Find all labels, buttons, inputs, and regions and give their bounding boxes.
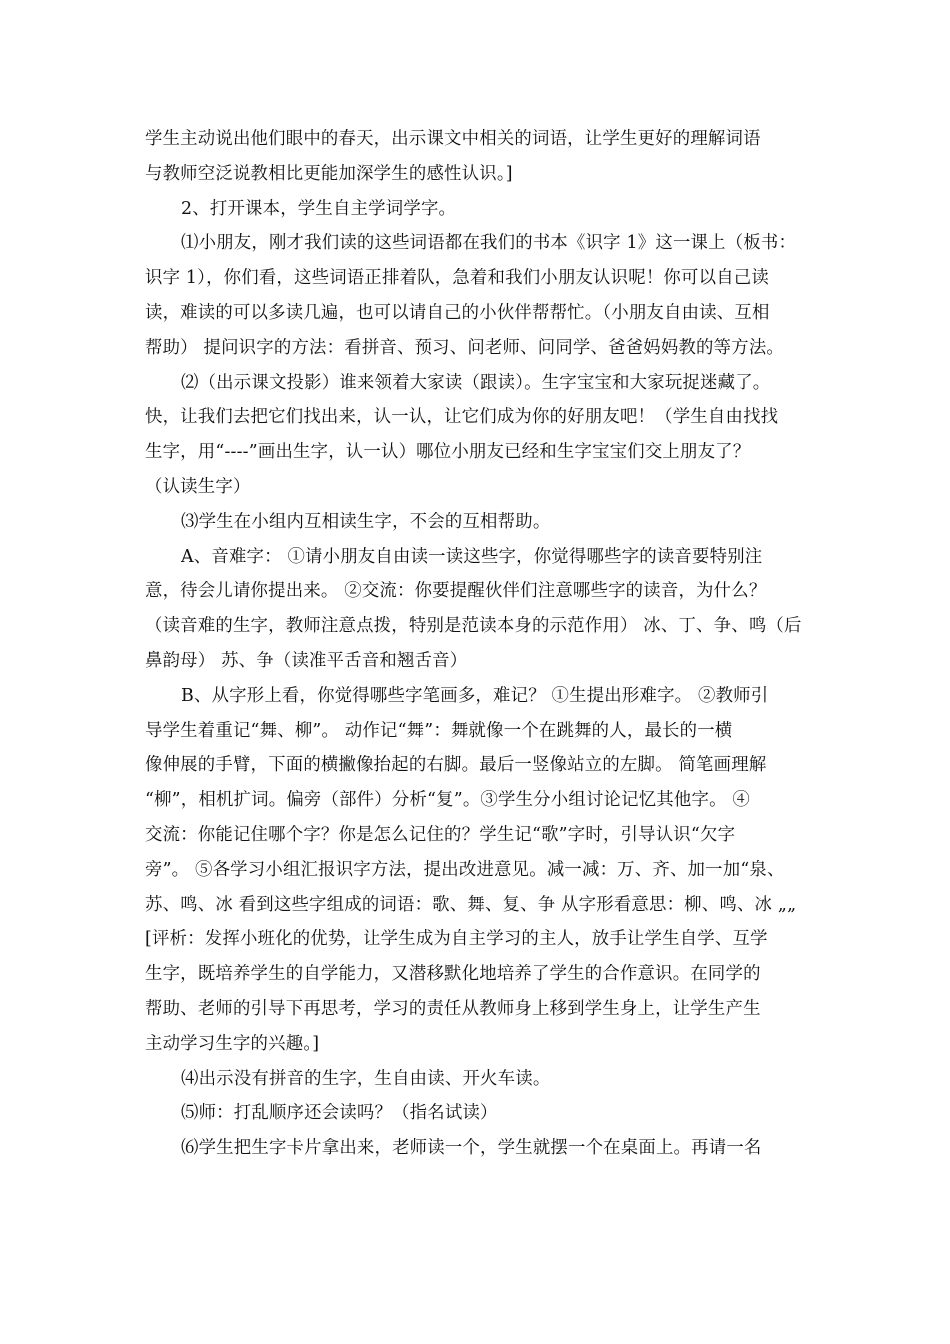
text-line: 鼻韵母） 苏、争（读准平舌音和翘舌音） (145, 650, 468, 671)
text-line: 生字，用“----”画出生字，认一认）哪位小朋友已经和生字宝宝们交上朋友了？ (145, 442, 751, 463)
text-line: 旁”。 ⑤各学习小组汇报识字方法，提出改进意见。减一减：万、齐、加一加“泉、 (145, 859, 785, 880)
text-line: 帮助、老师的引导下再思考，学习的责任从教师身上移到学生身上，让学生产生 (145, 998, 761, 1019)
text-line: 帮助） 提问识字的方法：看拼音、预习、问老师、问同学、爸爸妈妈教的等方法。 (145, 337, 784, 358)
text-line: ⑴小朋友，刚才我们读的这些词语都在我们的书本《识字 1》这一课上（板书： (181, 233, 797, 254)
text-line: 识字 1），你们看，这些词语正排着队，急着和我们小朋友认识呢！你可以自己读 (145, 268, 769, 289)
text-line: ⑵（出示课文投影）谁来领着大家读（跟读）。生字宝宝和大家玩捉迷藏了。 (181, 372, 771, 393)
text-line: 像伸展的手臂，下面的横撇像抬起的右脚。最后一竖像站立的左脚。 简笔画理解 (145, 755, 767, 776)
text-line: 导学生着重记“舞、柳”。 动作记“舞”：舞就像一个在跳舞的人，最长的一横 (145, 720, 733, 741)
text-line: ⑹学生把生字卡片拿出来，老师读一个，学生就摆一个在桌面上。再请一名 (181, 1138, 762, 1159)
text-line: 2、打开课本，学生自主学词学字。 (181, 198, 457, 219)
text-line: 生字，既培养学生的自学能力，又潜移默化地培养了学生的合作意识。在同学的 (145, 964, 761, 985)
text-line: 读，难读的可以多读几遍，也可以请自己的小伙伴帮帮忙。（小朋友自由读、互相 (145, 302, 770, 323)
document-body (145, 122, 813, 1166)
text-line: ⑸师：打乱顺序还会读吗？（指名试读） (181, 1103, 498, 1124)
text-line: 快，让我们去把它们找出来，认一认，让它们成为你的好朋友吧！（学生自由找找 (145, 407, 779, 428)
text-line: （读音难的生字，教师注意点拨，特别是范读本身的示范作用） 冰、丁、争、鸣（后 (145, 616, 802, 637)
text-line: 苏、鸣、冰 看到这些字组成的词语：歌、舞、复、争 从字形看意思：柳、鸣、冰 „„ (145, 894, 797, 915)
text-line: 意，待会儿请你提出来。 ②交流：你要提醒伙伴们注意哪些字的读音，为什么？ (145, 581, 767, 602)
text-line: ⑶学生在小组内互相读生字，不会的互相帮助。 (181, 511, 551, 532)
text-line: “柳”，相机扩词。偏旁（部件）分析“复”。③学生分小组讨论记忆其他字。 ④ (145, 790, 750, 811)
text-line: 交流：你能记住哪个字？你是怎么记住的？学生记“歌”字时，引导认识“欠字 (145, 824, 736, 845)
text-line: 主动学习生字的兴趣。] (145, 1033, 320, 1054)
text-line: ⑷出示没有拼音的生字，生自由读、开火车读。 (181, 1068, 551, 1089)
text-line: [评析：发挥小班化的优势，让学生成为自主学习的主人，放手让学生自学、互学 (145, 929, 768, 950)
text-line: 与教师空泛说教相比更能加深学生的感性认识。] (145, 163, 513, 184)
text-line: B、从字形上看，你觉得哪些字笔画多，难记？ ①生提出形难字。 ②教师引 (181, 685, 769, 706)
text-line: 学生主动说出他们眼中的春天，出示课文中相关的词语，让学生更好的理解词语 (145, 129, 761, 149)
text-line: A、音难字： ①请小朋友自由读一读这些字，你觉得哪些字的读音要特别注 (181, 546, 763, 567)
text-line: （认读生字） (145, 476, 251, 497)
